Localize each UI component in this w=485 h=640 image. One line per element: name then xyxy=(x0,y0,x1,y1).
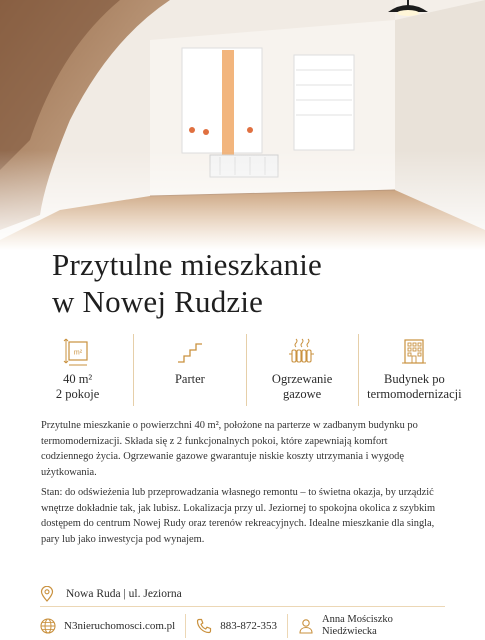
footer-separator xyxy=(185,614,186,638)
listing-title xyxy=(52,246,322,320)
agent-name-line2: Niedźwiecka xyxy=(322,626,377,637)
description-paragraph: Stan: do odświeżenia lub przeprowadzania własnego remontu – to świetna okazja, by urządzić wnętrze dokładnie tak, jak lubisz. Lokalizacja przy ul. Jeziornej to spokojna okolica z szybkim dostępem do centrum Nowej Rudy oraz terenów rekreacyjnych. Idealne mieszkanie dla singla, pary lub jako inwestycja pod wynajem. xyxy=(41,486,436,545)
radiator-heating-icon xyxy=(287,336,317,366)
person-icon xyxy=(298,618,314,634)
apartment-building-icon xyxy=(399,336,429,366)
listing-description xyxy=(41,418,441,552)
footer-divider xyxy=(40,606,445,607)
feature-building-line1: Budynek po xyxy=(383,372,445,386)
globe-icon xyxy=(40,618,56,634)
area-m2-icon xyxy=(63,336,93,366)
features-row xyxy=(22,334,470,406)
feature-building-line2: termomodernizacji xyxy=(367,387,462,401)
feature-heating xyxy=(246,334,358,406)
footer-separator xyxy=(287,614,288,638)
title-line-2: w Nowej Rudzie xyxy=(52,284,264,319)
svg-text:m²: m² xyxy=(73,349,82,357)
feature-area xyxy=(22,334,133,406)
contact-footer xyxy=(40,613,450,639)
phone-number[interactable]: 883-872-353 xyxy=(220,620,278,632)
title-line-1: Przytulne mieszkanie xyxy=(52,247,322,282)
phone-item[interactable] xyxy=(196,618,277,634)
stairs-icon xyxy=(175,336,205,366)
feature-floor-label: Parter xyxy=(174,372,205,386)
phone-icon xyxy=(196,618,212,634)
feature-floor xyxy=(133,334,245,406)
feature-heating-line1: Ogrzewanie xyxy=(271,372,333,386)
website-link[interactable]: N3nieruchomosci.com.pl xyxy=(64,620,176,632)
feature-area-label: 40 m² xyxy=(63,372,93,386)
agent-name-line1: Anna Mościszko xyxy=(322,614,393,625)
feature-building xyxy=(358,334,470,406)
feature-rooms-label: 2 pokoje xyxy=(55,387,100,401)
description-paragraph: Przytulne mieszkanie o powierzchni 40 m², położone na parterze w zadbanym budynku po termomodernizacji. Składa się z 2 funkcjonalnych pokoi, które zapewniają komfort codziennego życia. Ogrzewanie gazowe gwarantuje niskie koszty utrzymania i wygodę użytkowania. xyxy=(41,420,418,479)
location-pin-icon xyxy=(40,586,54,602)
location-text: Nowa Ruda | ul. Jeziorna xyxy=(66,588,182,600)
feature-heating-line2: gazowe xyxy=(283,387,322,401)
agent-item xyxy=(298,614,393,638)
apartment-photo xyxy=(0,0,485,250)
location xyxy=(40,586,182,602)
website-item[interactable] xyxy=(40,618,175,634)
